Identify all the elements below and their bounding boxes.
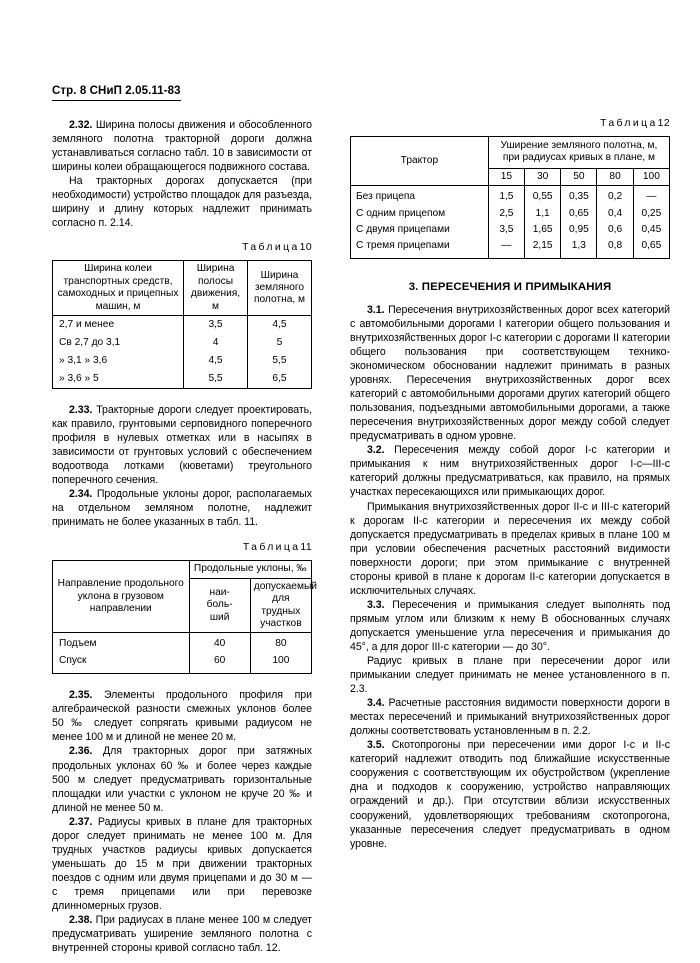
- paragraph-2-38-text: 2.38. При радиусах в плане менее 100 м следует предусматривать уширение земляного полотна с внутренней стороны кривой согласно табл. 12.: [52, 914, 312, 955]
- paragraph-2-34: [52, 487, 312, 529]
- table-12-header-col1: Трактор: [351, 137, 489, 186]
- table-12-caption-word: Таблица: [600, 118, 658, 129]
- table-row: [53, 370, 312, 389]
- table-12-caption: [350, 118, 670, 129]
- table-10-row-2-lane: 4,5: [184, 352, 248, 370]
- table-11-subheader-max: [189, 578, 250, 633]
- paragraph-2-37-text: 2.37. Радиусы кривых в плане для тракторных дорог следует принимать не менее 100 м. Для трудных участков радиусы кривых допускается уменьшать до 15 м при движении тракторных поездов с одним или двумя прицепами и до 30 м — с тремя прицепами или при перевозке длинномерных грузов.: [52, 815, 312, 912]
- paragraph-3-4: [350, 696, 670, 738]
- table-row: [53, 352, 312, 370]
- table-10-caption: [52, 242, 312, 253]
- paragraph-3-1-text: 3.1. Пересечения внутрихозяйственных дорог всех категорий с автомобильными дорогами I категории общего пользования и внутрихозяйственных дорог I-с категории с дорогами II категории общего пользования при соответствующем технико-экономическом обосновании надлежит принимать в разных уровнях. Пересечения внутрихозяйственных дорог всех категорий с автомобильными дорогами других категорий общего пользования, подъездными автомобильными дорогами, а также пересечения внутрихозяйственных дорог между собой следует предусматривать в одном уровне.: [350, 303, 670, 443]
- table-11-group-header: Продольные уклоны, ‰: [189, 561, 312, 578]
- table-12-row-1-v3: 0,4: [597, 206, 633, 222]
- table-10-row-3-lane: 5,5: [184, 370, 248, 389]
- table-row: [53, 316, 312, 335]
- table-10: [52, 260, 312, 389]
- table-12-row-3-v0: —: [488, 238, 524, 258]
- paragraph-3-3: [350, 598, 670, 654]
- paragraph-3-5-text: 3.5. Скотопрогоны при пересечении ими дорог I-с и II-с категорий надлежит отводить под ближайшие искусственные сооружения с соответствующим их обустройством (укрепление дна и подходов к сооружению, устройство направляющих ограждений и др.). При отсутствии вблизи искусственных сооружений, удовлетворяющих требованиям скотопрогона, указанные пересечения следует предусматривать в одном уровне.: [350, 739, 670, 850]
- table-10-row-3-bed: 6,5: [248, 370, 312, 389]
- table-11-row-0-difficult: 80: [250, 633, 311, 653]
- table-12-row-1-label: С одним прицепом: [351, 206, 489, 222]
- paragraph-2-32b-text: На тракторных дорогах допускается (при необходимости) устройство площадок для разъезда, ширину и длину которых надлежит принимать согласно п. 2.14.: [52, 175, 312, 230]
- table-12-row-1-v0: 2,5: [488, 206, 524, 222]
- table-12-row-0-v2: 0,35: [561, 186, 597, 206]
- paragraph-2-32b: [52, 174, 312, 230]
- table-12-row-2-v3: 0,6: [597, 222, 633, 238]
- paragraph-3-1: [350, 303, 670, 443]
- table-12-radius-15: 15: [488, 168, 524, 185]
- table-12-radius-50: 50: [561, 168, 597, 185]
- left-column: [0, 118, 350, 955]
- table-11-caption-word: Таблица: [242, 542, 301, 554]
- table-row: [351, 222, 670, 238]
- table-11-row-1-label: Спуск: [53, 653, 190, 674]
- table-12-row-3-label: С тремя прицепами: [351, 238, 489, 258]
- table-11-subheader-max-line3: ший: [209, 611, 230, 623]
- table-12-row-2-v2: 0,95: [561, 222, 597, 238]
- paragraph-3-2b: [350, 500, 670, 598]
- right-column: [350, 118, 700, 955]
- table-12-row-2-v4: 0,45: [633, 222, 669, 238]
- paragraph-3-3-text: 3.3. Пересечения и примыкания следует выполнять под прямым углом или близким к нему В обоснованных случаях допускается уменьшение угла пересечения и примыкания до 45°, а для дорог III-с категории — до 30°.: [350, 598, 670, 653]
- table-12-row-2-label: С двумя прицепами: [351, 222, 489, 238]
- table-10-caption-word: Таблица: [242, 242, 300, 254]
- table-12-radius-100: 100: [633, 168, 669, 185]
- table-10-caption-number: 10: [299, 242, 312, 254]
- table-row: [351, 186, 670, 206]
- table-10-row-0-lane: 3,5: [184, 316, 248, 335]
- paragraph-3-2-text: 3.2. Пересечения между собой дорог I-с категории и примыкания к ним внутрихозяйственных дорог I-с—III-с категорий должны предусматриваться, как правило, на прямых участках пересекающихся или примыкающих дорог.: [350, 444, 670, 499]
- table-11: [52, 560, 317, 674]
- table-10-row-1-lane: 4: [184, 334, 248, 352]
- paragraph-3-3b: [350, 654, 670, 696]
- table-12-row-3-v4: 0,65: [633, 238, 669, 258]
- table-11-subheader-max-line2: боль-: [206, 599, 233, 611]
- table-10-row-1-bed: 5: [248, 334, 312, 352]
- table-12-row-0-v4: —: [633, 186, 669, 206]
- paragraph-2-38: [52, 913, 312, 955]
- table-12-header-row-1: [351, 137, 670, 169]
- paragraph-2-37: [52, 815, 312, 913]
- table-10-row-2-bed: 5,5: [248, 352, 312, 370]
- table-row: [53, 633, 312, 653]
- table-row: [351, 206, 670, 222]
- paragraph-2-33-text: 2.33. Тракторные дороги следует проектировать, как правило, грунтовыми серповидного поперечного профиля в нулевых отметках или в насыпях в зависимости от грунтовых условий с обеспечением водоотвода лотками (кюветами) треугольного поперечного сечения.: [52, 404, 312, 487]
- paragraph-2-32: [52, 118, 312, 174]
- table-12-row-1-v2: 0,65: [561, 206, 597, 222]
- table-10-row-0-bed: 4,5: [248, 316, 312, 335]
- table-11-caption-number: 11: [300, 542, 312, 554]
- table-11-row-1-difficult: 100: [250, 653, 311, 674]
- table-12-row-3-v3: 0,8: [597, 238, 633, 258]
- table-12-row-0-v3: 0,2: [597, 186, 633, 206]
- table-10-row-1-label: Св 2,7 до 3,1: [53, 334, 184, 352]
- table-10-header-cell-1: Ширина колеи транспортных средств, самоходных и прицепных машин, м: [53, 261, 184, 316]
- table-11-row-0-max: 40: [189, 633, 250, 653]
- table-10-row-0-label: 2,7 и менее: [53, 316, 184, 335]
- table-12-row-0-v0: 1,5: [488, 186, 524, 206]
- table-12-row-3-v2: 1,3: [561, 238, 597, 258]
- paragraph-3-5: [350, 738, 670, 850]
- table-10-header-row: [53, 261, 312, 316]
- table-12-row-3-v1: 2,15: [525, 238, 561, 258]
- table-row: [53, 653, 312, 674]
- table-12-row-2-v1: 1,65: [525, 222, 561, 238]
- table-12-row-1-v4: 0,25: [633, 206, 669, 222]
- paragraph-2-35: [52, 688, 312, 744]
- table-12-radius-80: 80: [597, 168, 633, 185]
- paragraph-3-4-text: 3.4. Расчетные расстояния видимости поверхности дороги в местах пересечений и примыканий внутрихозяйственных дорог должны соответствовать установленным в п. 2.2.: [350, 697, 670, 738]
- table-12-row-1-v1: 1,1: [525, 206, 561, 222]
- paragraph-2-35-text: 2.35. Элементы продольного профиля при алгебраической разности смежных уклонов более 50 ‰ следует сопрягать кривыми радиусом не менее 100 м и длиной не менее 20 м.: [52, 689, 312, 744]
- table-10-header-cell-3: Ширина земляного полотна, м: [248, 261, 312, 316]
- table-11-subheader-difficult: допускаемый для трудных участков: [250, 578, 311, 633]
- paragraph-2-34-text: 2.34. Продольные уклоны дорог, располагаемых на отдельном земляном полотне, надлежит принимать не более указанных в табл. 11.: [52, 488, 312, 529]
- table-12: [350, 136, 670, 259]
- table-12-group-header: Уширение земляного полотна, м, при радиусах кривых в плане, м: [488, 137, 669, 169]
- paragraph-3-2b-text: Примыкания внутрихозяйственных дорог II-с и III-с категорий к дорогам II-с категории и пересечения их между собой допускается предусматривать в пределах кривых в плане 100 м при условии обеспечения расчетных расстояний видимости поверхности дороги; при этом примыкание с внутренней стороны кривой в плане к дорогам II-с категории допускается в исключительных случаях.: [350, 500, 670, 597]
- table-11-row-1-max: 60: [189, 653, 250, 674]
- table-12-row-2-v0: 3,5: [488, 222, 524, 238]
- table-12-caption-number: 12: [657, 118, 670, 129]
- two-column-body: [0, 118, 700, 955]
- table-11-caption: [52, 542, 312, 553]
- table-11-header-col1: Направление продольного уклона в грузовом направлении: [53, 561, 190, 633]
- table-row: [53, 334, 312, 352]
- page-header: Стр. 8 СНиП 2.05.11-83: [52, 85, 181, 101]
- paragraph-3-2: [350, 443, 670, 499]
- paragraph-2-36: [52, 744, 312, 814]
- paragraph-2-32-text: 2.32. Ширина полосы движения и обособленного земляного полотна тракторной дороги должна устанавливаться согласно табл. 10 в зависимости от ширины колеи обращающегося подвижного состава.: [52, 119, 312, 174]
- section-3-title: 3. ПЕРЕСЕЧЕНИЯ И ПРИМЫКАНИЯ: [408, 280, 612, 293]
- table-12-row-0-v1: 0,55: [525, 186, 561, 206]
- table-11-header-row-1: [53, 561, 312, 578]
- table-10-header-cell-2: Ширина полосы движения, м: [184, 261, 248, 316]
- table-row: [351, 238, 670, 258]
- table-10-row-3-label: » 3,6 » 5: [53, 370, 184, 389]
- paragraph-3-3b-text: Радиус кривых в плане при пересечении дорог или примыкании следует принимать не менее установленного в п. 2.3.: [350, 655, 670, 696]
- table-10-row-2-label: » 3,1 » 3,6: [53, 352, 184, 370]
- table-11-row-0-label: Подъем: [53, 633, 190, 653]
- paragraph-2-33: [52, 403, 312, 487]
- table-12-row-0-label: Без прицепа: [351, 186, 489, 206]
- table-12-radius-30: 30: [525, 168, 561, 185]
- table-11-subheader-max-line1: наи-: [209, 587, 230, 599]
- paragraph-2-36-text: 2.36. Для тракторных дорог при затяжных продольных уклонах 60 ‰ и более через каждые 500 м следует предусматривать горизонтальные площадки или участки с уклоном не круче 20 ‰ и длиной не менее 50 м.: [52, 745, 312, 814]
